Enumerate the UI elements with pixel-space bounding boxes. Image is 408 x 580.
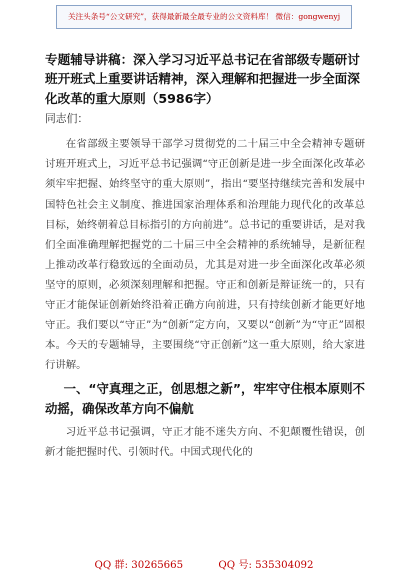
document-body [45,50,365,462]
document-title: 专题辅导讲稿：深入学习习近平总书记在省部级专题研讨班开班式上重要讲话精神，深入理解和把握进一步全面深化改革的重大原则（5986字） [45,52,360,106]
top-banner: 关注头条号“公文研究”，获得最新最全最专业的公文资料库！ 微信：gongwenyj [56,5,352,29]
footer-qq-number: QQ 号: 535304092 [218,560,314,571]
paragraph-2: 习近平总书记强调，守正才能不迷失方向、不犯颠覆性错误，创新才能把握时代、引领时代。中国式现代化的 [45,426,365,459]
section-1-heading: 一、“守真理之正，创思想之新”，牢牢守住根本原则不动摇，确保改革方向不偏航 [45,381,365,416]
salutation: 同志们： [45,112,89,126]
footer [0,556,408,571]
footer-qq-group: QQ 群: 30265665 [94,560,184,571]
paragraph-1: 在省部级主要领导干部学习贯彻党的二十届三中全会精神专题研讨班开班式上，习近平总书记强调“守正创新是进一步全面深化改革必须牢牢把握、始终坚守的重大原则”，指出“要坚持继续完善和发展中国特色社会主义制度、推进国家治理体系和治理能力现代化的改革总目标，始终朝着总目标指引的方向前进”。总书记的重要讲话，是对我们全面准确理解把握党的二十届三中全会精神的系统辅导，是新征程上推动改革行稳致远的全面动员，尤其是对进一步全面深化改革必须坚守的原则，必须深刻理解和把握。守正和创新是辩证统一的，只有守正才能保证创新始终沿着正确方向前进，只有持续创新才能更好地守正。我们要以“守正”为“创新”定方向，又要以“创新”为“守正”固根本。今天的专题辅导，主要围绕“守正创新”这一重大原则，给大家进行讲解。 [45,138,365,372]
